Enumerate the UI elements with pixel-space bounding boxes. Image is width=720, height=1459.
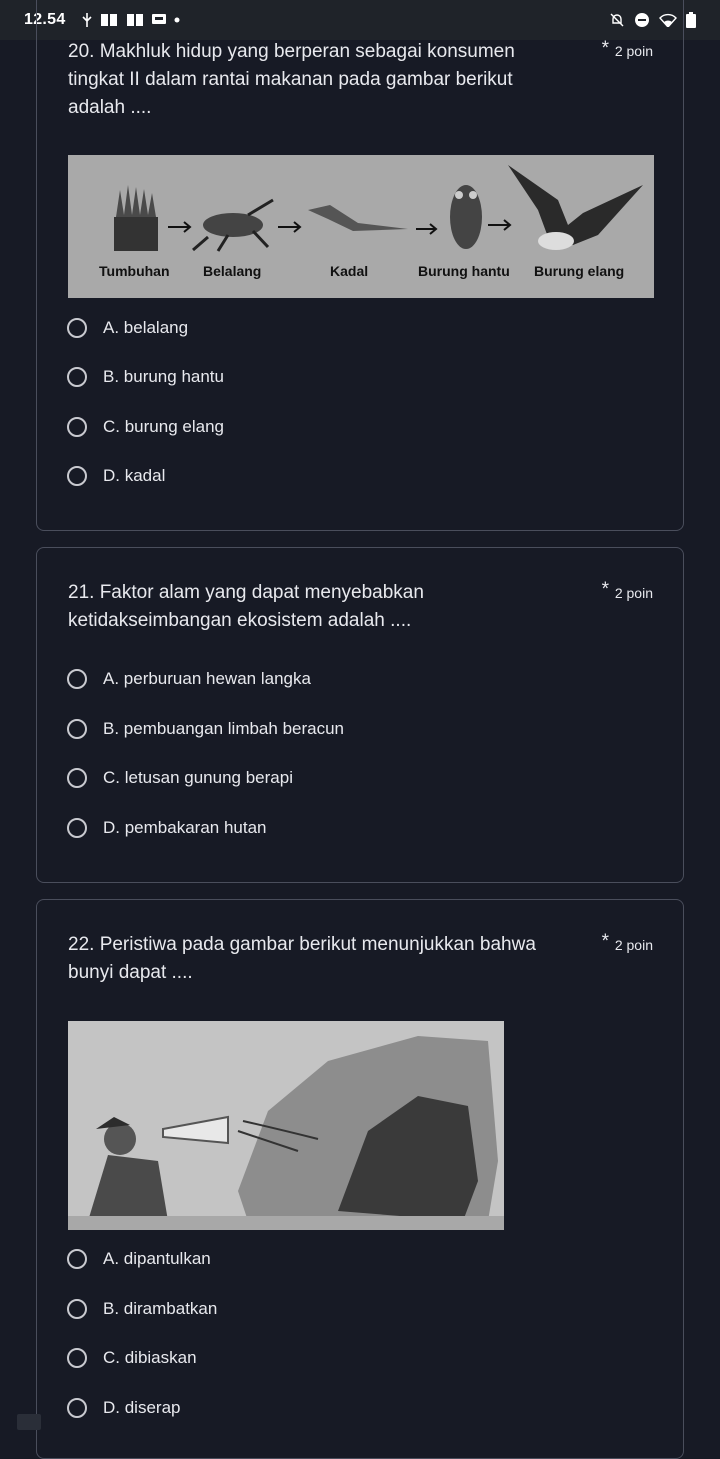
radio-button[interactable] <box>67 669 87 689</box>
option-b[interactable] <box>67 362 224 392</box>
radio-button[interactable] <box>67 466 87 486</box>
option-label: B. burung hantu <box>103 367 224 386</box>
radio-button[interactable] <box>67 417 87 437</box>
option-label: D. diserap <box>103 1398 181 1417</box>
radio-button[interactable] <box>67 1249 87 1269</box>
option-c[interactable] <box>67 412 224 442</box>
option-c[interactable] <box>67 1343 197 1373</box>
floating-nav-indicator[interactable] <box>17 1414 41 1430</box>
battery-icon <box>686 12 696 28</box>
question-card-21 <box>36 547 684 883</box>
plant-drawing <box>114 185 158 251</box>
option-c[interactable] <box>67 763 293 793</box>
option-label: C. burung elang <box>103 417 224 436</box>
food-chain-image <box>68 155 654 298</box>
radio-button[interactable] <box>67 1348 87 1368</box>
option-label: D. kadal <box>103 466 166 485</box>
option-label: C. letusan gunung berapi <box>103 768 293 787</box>
option-a[interactable] <box>67 664 311 694</box>
radio-button[interactable] <box>67 1398 87 1418</box>
figure-label-belalang: Belalang <box>203 263 262 279</box>
figure-label-tumbuhan: Tumbuhan <box>99 263 170 279</box>
points-label: 2 poin <box>614 43 653 59</box>
radio-button[interactable] <box>67 768 87 788</box>
radio-button[interactable] <box>67 367 87 387</box>
option-d[interactable] <box>67 813 267 843</box>
option-d[interactable] <box>67 461 165 491</box>
question-text: 22. Peristiwa pada gambar berikut menunjukkan bahwa bunyi dapat .... <box>68 934 536 983</box>
owl-drawing <box>450 185 482 249</box>
question-text: 20. Makhluk hidup yang berperan sebagai konsumen tingkat II dalam rantai makanan pada gambar berikut adalah .... <box>68 41 515 118</box>
radio-button[interactable] <box>67 719 87 739</box>
required-mark: * <box>601 38 609 59</box>
option-label: A. belalang <box>103 318 189 337</box>
option-a[interactable] <box>67 1244 211 1274</box>
radio-button[interactable] <box>67 318 87 338</box>
points-label: 2 poin <box>614 585 653 601</box>
required-mark: * <box>601 931 609 952</box>
figure-label-burung-hantu: Burung hantu <box>418 263 510 279</box>
question-text: 21. Faktor alam yang dapat menyebabkan ketidakseimbangan ekosistem adalah .... <box>68 582 424 631</box>
points-label: 2 poin <box>614 937 653 953</box>
option-label: C. dibiaskan <box>103 1348 197 1367</box>
option-label: A. dipantulkan <box>103 1249 211 1268</box>
figure-label-burung-elang: Burung elang <box>534 263 625 279</box>
option-label: A. perburuan hewan langka <box>103 669 311 688</box>
option-d[interactable] <box>67 1393 180 1423</box>
radio-button[interactable] <box>67 818 87 838</box>
required-mark: * <box>601 579 609 600</box>
option-label: B. dirambatkan <box>103 1299 218 1318</box>
lizard-drawing <box>308 205 408 231</box>
option-b[interactable] <box>67 714 344 744</box>
echo-cave-illustration <box>68 1021 504 1230</box>
option-a[interactable] <box>67 313 188 343</box>
radio-button[interactable] <box>67 1299 87 1319</box>
question-card-20 <box>36 0 684 531</box>
option-b[interactable] <box>67 1294 217 1324</box>
question-card-22 <box>36 899 684 1459</box>
eagle-drawing <box>508 165 643 250</box>
option-label: B. pembuangan limbah beracun <box>103 719 344 738</box>
status-time: 12.54 <box>24 11 66 28</box>
echo-cave-image <box>68 1021 504 1230</box>
figure-label-kadal: Kadal <box>330 263 369 279</box>
grasshopper-drawing <box>193 200 273 251</box>
option-label: D. pembakaran hutan <box>103 818 267 837</box>
